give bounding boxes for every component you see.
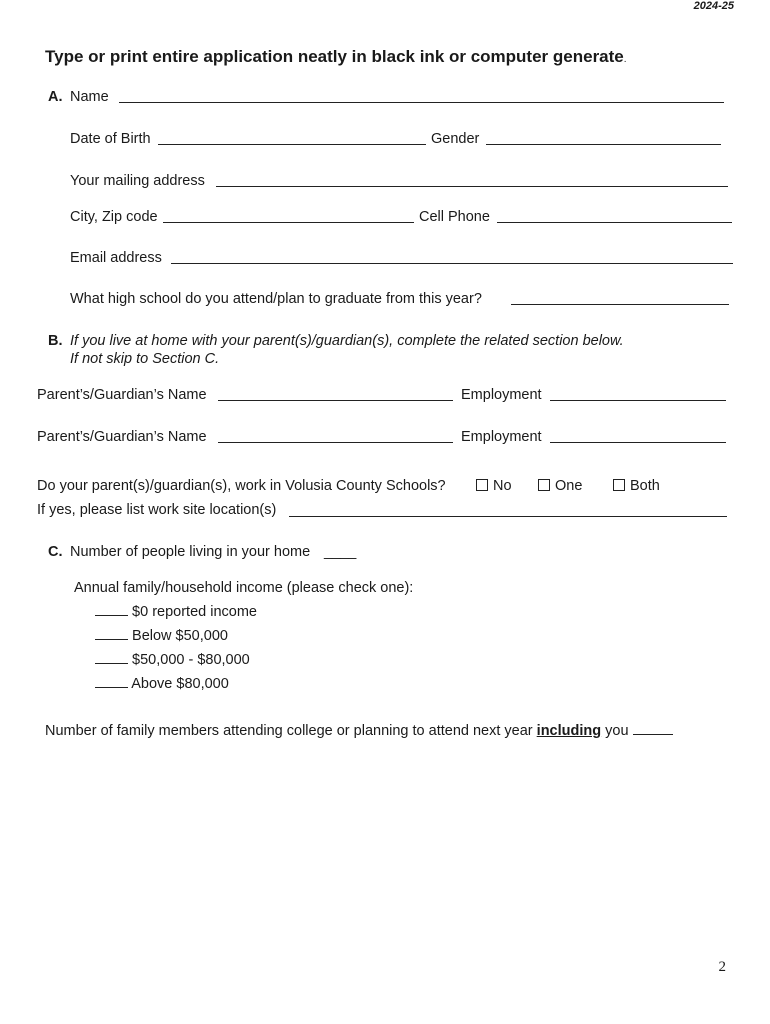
city-zip-field[interactable] [163,222,414,223]
school-year: 2024-25 [693,0,734,12]
employment-field-1[interactable] [550,400,726,401]
income-blank-1[interactable] [95,627,128,640]
name-field[interactable] [119,102,724,103]
college-question [45,722,673,739]
no-checkbox[interactable] [476,479,488,491]
option-both-label: Both [630,478,660,494]
email-field[interactable] [171,263,733,264]
income-option-2-label: $50,000 - $80,000 [132,652,250,668]
income-blank-0[interactable] [95,603,128,616]
mailing-address-field[interactable] [216,186,728,187]
email-label: Email address [70,250,162,266]
dob-label: Date of Birth [70,131,151,147]
income-option-3[interactable] [95,675,229,692]
instructions-text: Type or print entire application neatly in black ink or computer generate [45,47,624,66]
one-checkbox[interactable] [538,479,550,491]
option-no-label: No [493,478,512,494]
guardian-name-label-2: Parent’s/Guardian’s Name [37,429,207,445]
worksite-label: If yes, please list work site location(s) [37,502,277,518]
section-b-letter: B. [48,333,63,349]
gender-field[interactable] [486,144,721,145]
college-emphasis: including [536,723,602,739]
income-option-3-label: Above $80,000 [131,676,229,692]
income-option-0-label: $0 reported income [132,604,257,620]
income-blank-3[interactable] [95,675,128,688]
employment-field-2[interactable] [550,442,726,443]
cell-phone-label: Cell Phone [419,209,490,225]
vcs-question: Do your parent(s)/guardian(s), work in Volusia County Schools? [37,478,446,494]
page-number: 2 [718,959,726,975]
name-label: Name [70,89,109,105]
guardian-name-label-1: Parent’s/Guardian’s Name [37,387,207,403]
employment-label-1: Employment [461,387,542,403]
option-one-label: One [555,478,583,494]
income-label: Annual family/household income (please check one): [74,580,414,596]
income-blank-2[interactable] [95,651,128,664]
college-suffix: you [605,723,629,739]
gender-label: Gender [431,131,480,147]
income-option-1[interactable] [95,627,228,644]
income-option-1-label: Below $50,000 [132,628,228,644]
people-blank[interactable]: ____ [324,544,357,560]
cell-phone-field[interactable] [497,222,732,223]
both-checkbox[interactable] [613,479,625,491]
option-one[interactable] [538,478,582,494]
college-prefix: Number of family members attending college or planning to attend next year [45,723,533,739]
income-option-0[interactable] [95,603,257,620]
section-c-letter: C. [48,544,63,560]
people-label: Number of people living in your home [70,544,311,560]
section-b-intro-line1: If you live at home with your parent(s)/guardian(s), complete the related section below. [70,333,624,349]
guardian-name-field-1[interactable] [218,400,453,401]
instructions-period: . [623,54,627,65]
option-both[interactable] [613,478,660,494]
mailing-address-label: Your mailing address [70,173,205,189]
instructions [45,47,627,67]
section-b-intro-line2: If not skip to Section C. [70,351,220,367]
high-school-label: What high school do you attend/plan to graduate from this year? [70,291,482,307]
worksite-field[interactable] [289,516,727,517]
option-no[interactable] [476,478,512,494]
guardian-name-field-2[interactable] [218,442,453,443]
employment-label-2: Employment [461,429,542,445]
high-school-field[interactable] [511,304,729,305]
city-zip-label: City, Zip code [70,209,158,225]
college-count-field[interactable] [633,722,673,735]
income-option-2[interactable] [95,651,250,668]
section-a-letter: A. [48,89,63,105]
dob-field[interactable] [158,144,426,145]
